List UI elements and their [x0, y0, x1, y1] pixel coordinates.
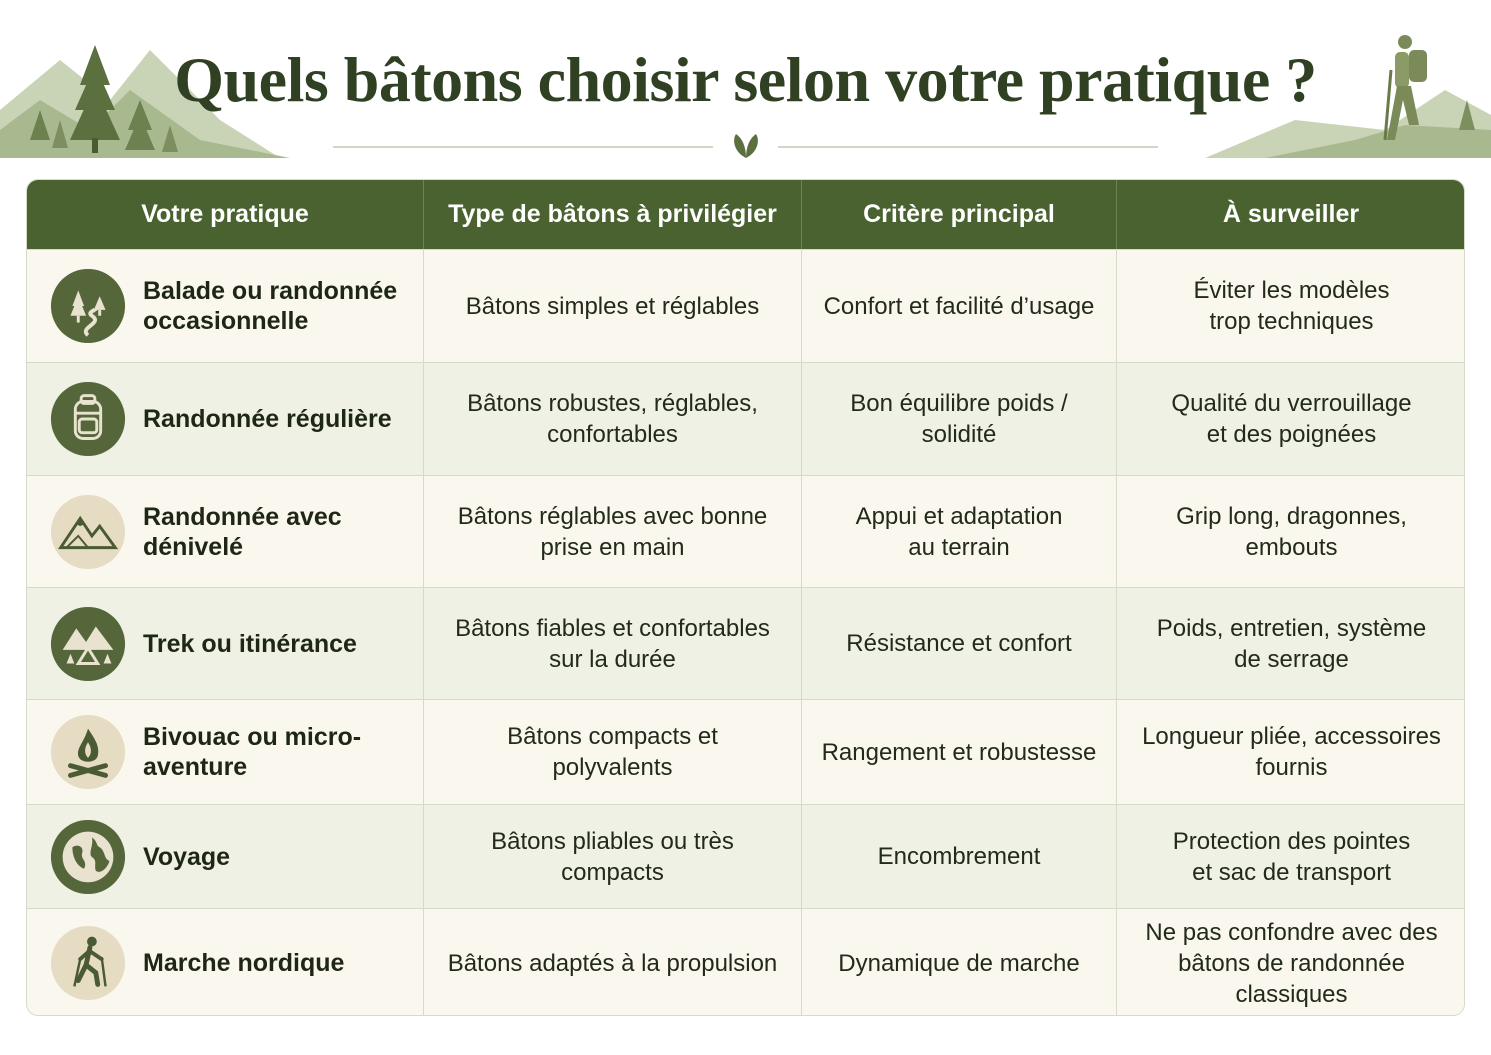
cell-text: [458, 501, 768, 563]
cell-text: [1193, 275, 1389, 337]
cell-text: [466, 291, 759, 322]
watch-out-cell: [1117, 908, 1465, 1016]
watch-out-cell: [1117, 475, 1465, 587]
cell-text: [856, 501, 1063, 563]
cell-line: Marche nordique: [143, 949, 345, 977]
title-divider-left: [333, 146, 713, 148]
page-title: Quels bâtons choisir selon votre pratique ?: [174, 44, 1317, 115]
cell-line: Dynamique de marche: [838, 949, 1080, 977]
cell-line: confortables: [547, 421, 678, 448]
pole-type-cell: [424, 804, 802, 908]
cell-line: Randonnée régulière: [143, 405, 392, 433]
cell-text: [838, 948, 1079, 979]
practice-cell: [27, 908, 424, 1016]
cell-line: occasionnelle: [143, 307, 309, 335]
mountains-icon: [49, 493, 127, 571]
watch-out-cell: [1117, 362, 1465, 475]
cell-line: Randonnée avec dénivelé: [143, 502, 342, 561]
cell-text: [491, 826, 734, 888]
cell-line: Bivouac ou micro-aventure: [143, 723, 362, 781]
cell-line: Éviter les modèles: [1193, 277, 1390, 304]
cell-line: bâtons de randonnée classiques: [1178, 949, 1405, 1008]
watch-out-cell: [1117, 804, 1465, 908]
practice-cell: [27, 699, 424, 804]
column-header: Type de bâtons à privilégier: [424, 180, 802, 249]
cell-line: fournis: [1255, 754, 1328, 781]
main-criterion-cell: [802, 475, 1117, 587]
cell-line: Balade ou randonnée: [143, 277, 398, 305]
title-divider-right: [778, 146, 1158, 148]
cell-line: Bâtons compacts et: [507, 723, 718, 750]
cell-text: [143, 842, 230, 872]
cell-text: [455, 613, 770, 675]
cell-line: Bâtons robustes, réglables,: [467, 390, 758, 417]
nordic-walker-icon: [49, 924, 127, 1002]
watch-out-cell: [1117, 249, 1465, 362]
cell-text: [143, 502, 413, 562]
cell-line: Protection des pointes: [1172, 827, 1411, 855]
cell-line: Encombrement: [877, 843, 1041, 870]
cell-text: [1173, 826, 1410, 888]
tent-mountains-icon: [49, 605, 127, 683]
watch-out-cell: [1117, 587, 1465, 699]
cell-line: Bon équilibre poids / solidité: [850, 390, 1068, 448]
cell-line: Bâtons fiables et confortables: [455, 614, 770, 642]
cell-line: Confort et facilité d’usage: [823, 292, 1095, 320]
cell-line: Grip long, dragonnes, embouts: [1176, 502, 1407, 561]
practice-cell: [27, 587, 424, 699]
cell-line: trop techniques: [1209, 308, 1374, 335]
cell-text: [1171, 388, 1411, 450]
cell-line: sur la durée: [549, 645, 676, 673]
cell-line: Bâtons réglables avec bonne: [457, 502, 768, 530]
main-criterion-cell: [802, 804, 1117, 908]
cell-line: Poids, entretien, système: [1156, 614, 1427, 642]
main-criterion-cell: [802, 699, 1117, 804]
cell-text: [143, 948, 344, 978]
cell-line: Bâtons adaptés à la propulsion: [447, 949, 778, 977]
cell-line: Rangement et robustesse: [821, 738, 1097, 766]
cell-line: polyvalents: [552, 754, 673, 781]
campfire-icon: [49, 713, 127, 791]
cell-text: [812, 388, 1106, 450]
pole-type-cell: [424, 249, 802, 362]
pole-type-cell: [424, 475, 802, 587]
main-criterion-cell: [802, 908, 1117, 1016]
main-criterion-cell: [802, 249, 1117, 362]
cell-text: [143, 404, 392, 434]
cell-text: [507, 721, 718, 783]
cell-line: Longueur pliée, accessoires: [1142, 723, 1441, 750]
column-header: Votre pratique: [27, 180, 424, 249]
column-header: Critère principal: [802, 180, 1117, 249]
pole-type-cell: [424, 699, 802, 804]
cell-line: Bâtons pliables ou très: [491, 827, 734, 855]
cell-line: Ne pas confondre avec des: [1145, 918, 1438, 946]
pole-type-cell: [424, 587, 802, 699]
cell-text: [1142, 721, 1441, 783]
practice-cell: [27, 475, 424, 587]
cell-text: [143, 276, 397, 336]
cell-line: Résistance et confort: [846, 630, 1072, 657]
comparison-table: [26, 179, 1465, 1016]
cell-line: Appui et adaptation: [855, 502, 1063, 530]
cell-text: [1127, 501, 1456, 563]
main-criterion-cell: [802, 587, 1117, 699]
cell-line: compacts: [561, 858, 664, 886]
watch-out-cell: [1117, 699, 1465, 804]
page-header: [0, 0, 1491, 170]
leaf-icon: [730, 130, 762, 160]
cell-text: [824, 291, 1095, 322]
cell-text: [878, 841, 1041, 872]
cell-text: [1157, 613, 1426, 675]
cell-line: Bâtons simples et réglables: [465, 292, 760, 320]
main-criterion-cell: [802, 362, 1117, 475]
cell-text: [467, 388, 758, 450]
cell-text: [143, 722, 413, 782]
cell-text: [1127, 917, 1456, 1010]
cell-line: Qualité du verrouillage: [1171, 390, 1412, 417]
practice-cell: [27, 249, 424, 362]
backpack-icon: [49, 380, 127, 458]
pole-type-cell: [424, 362, 802, 475]
pole-type-cell: [424, 908, 802, 1016]
forest-path-icon: [49, 267, 127, 345]
cell-line: de serrage: [1234, 645, 1349, 673]
cell-line: et sac de transport: [1192, 858, 1391, 886]
cell-text: [846, 628, 1071, 659]
cell-text: [448, 948, 778, 979]
practice-cell: [27, 362, 424, 475]
cell-text: [143, 629, 357, 659]
cell-line: prise en main: [540, 533, 685, 561]
globe-icon: [49, 818, 127, 896]
cell-text: [822, 737, 1097, 768]
cell-line: et des poignées: [1206, 421, 1377, 448]
cell-line: au terrain: [908, 533, 1010, 561]
practice-cell: [27, 804, 424, 908]
cell-line: Trek ou itinérance: [143, 629, 357, 658]
column-header: À surveiller: [1117, 180, 1465, 249]
cell-line: Voyage: [143, 842, 231, 871]
